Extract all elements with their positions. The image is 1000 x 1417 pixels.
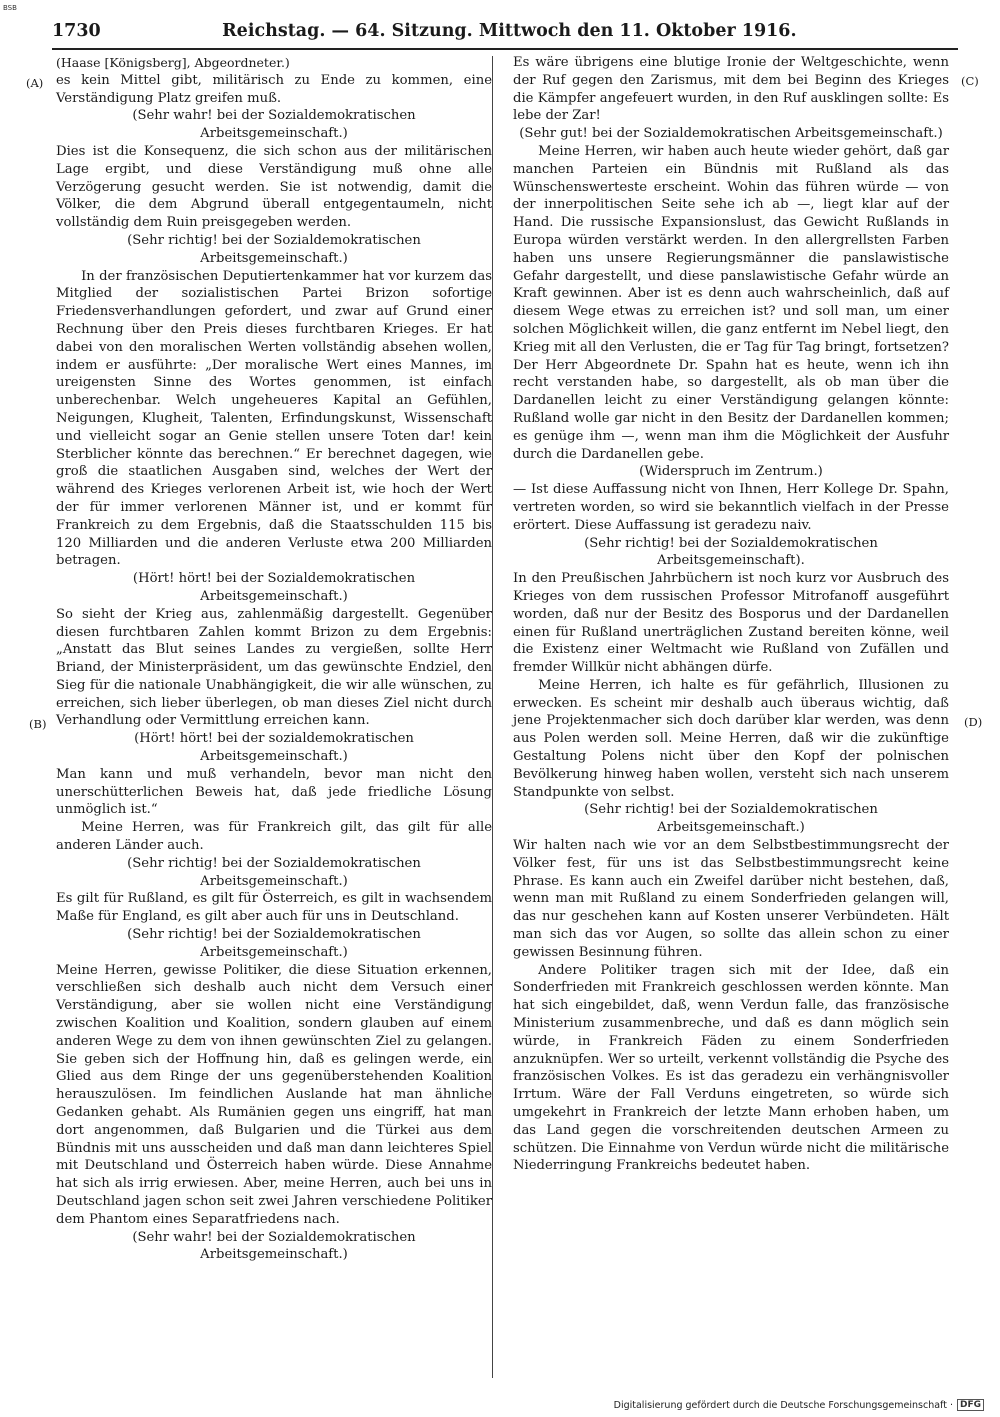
paragraph: Man kann und muß verhandeln, bevor man nicht den unerschütterlichen Beweis hat, daß jede friedliche Lösung unmöglich ist.“	[56, 766, 492, 818]
dfg-logo-icon: DFG	[957, 1399, 984, 1411]
page-number: 1730	[52, 21, 101, 41]
left-column	[56, 54, 492, 1264]
paragraph: Meine Herren, ich halte es für gefährlich, Illusionen zu erwecken. Es scheint mir deshalb auch überaus wichtig, daß jene Projektenmacher sich doch darüber klar werden, was denn aus Polen werden soll. Meine Herren, daß wir die zukünftige Gestaltung Polens nicht über den Kopf der polnischen Bevölkerung hinweg haben wollen, versteht sich nach unserem Standpunkte von selbst.	[513, 677, 949, 800]
interjection: (Sehr richtig! bei der Sozialdemokratischen Arbeitsgemeinschaft.)	[127, 232, 421, 266]
speaker-attribution: (Haase [Königsberg], Abgeordneter.)	[56, 55, 290, 70]
interjection: (Sehr richtig! bei der Sozialdemokratischen Arbeitsgemeinschaft.)	[584, 802, 878, 836]
paragraph: Meine Herren, was für Frankreich gilt, das gilt für alle anderen Länder auch.	[56, 820, 492, 854]
paragraph: — Ist diese Auffassung nicht von Ihnen, Herr Kollege Dr. Spahn, vertreten worden, so wird sie bekanntlich vielfach in der Presse erörtert. Diese Auffassung ist geradezu naiv.	[513, 482, 949, 533]
margin-mark-a: (A)	[26, 76, 44, 90]
paragraph: Meine Herren, gewisse Politiker, die diese Situation erkennen, verschließen sich deshalb auch nicht dem Versuch einer Verständigung, aber sie wollen nicht eine Verständigung zwischen Koalition und Koalition, sondern glauben auf einem anderen Wege zu dem von ihnen gewünschten Ziel zu gelangen. Sie geben sich der Hoffnung hin, daß es gelingen werde, ein Glied aus dem Ringe der uns gegenüberstehenden Koalition herauszulösen. Im feindlichen Auslande hat man ähnliche Gedanken gehabt. Als Rumänien gegen uns eingriff, hat man dort angenommen, daß Bulgarien und die Türkei aus dem Bündnis mit uns ausscheiden und daß man dann leichteres Spiel mit Deutschland und Österreich haben würde. Diese Annahme hat sich als irrig erwiesen. Aber, meine Herren, auch bei uns in Deutschland jagen schon seit zwei Jahren verschiedene Politiker dem Phantom eines Separatfriedens nach.	[56, 962, 492, 1227]
margin-mark-c: (C)	[961, 74, 979, 88]
interjection: (Hört! hört! bei der Sozialdemokratischen Arbeitsgemeinschaft.)	[132, 571, 416, 604]
interjection: (Sehr richtig! bei der Sozialdemokratischen Arbeitsgemeinschaft.)	[127, 855, 421, 889]
interjection: (Sehr wahr! bei der Sozialdemokratischen Arbeitsgemeinschaft.)	[132, 1229, 416, 1263]
margin-mark-d: (D)	[964, 715, 983, 729]
paragraph: Wir halten nach wie vor an dem Selbstbestimmungsrecht der Völker fest, für uns ist das Selbstbestimmungsrecht keine Phrase. Es kann auch ein Zweifel darüber nicht bestehen, daß, wenn man mit Rußland zu einem Sonderfrieden gelangen will, das nur geschehen kann auf Kosten unserer Verbündeten. Hält man sich das vor Augen, so sollte das allein schon zu einer gewissen Besinnung führen.	[513, 838, 949, 960]
paragraph: Es wäre übrigens eine blutige Ironie der Weltgeschichte, wenn der Ruf gegen den Zarismus, mit dem bei Beginn des Krieges die Kämpfer angefeuert wurden, in den Ruf ausklingen sollte: Es lebe der Zar!	[513, 55, 949, 124]
page-header	[52, 14, 958, 50]
margin-mark-b: (B)	[29, 717, 47, 731]
paragraph: In der französischen Deputiertenkammer hat vor kurzem das Mitglied der sozialistischen Partei Brizon sofortige Friedensverhandlungen gefordert, und zwar auf Grund einer Rechnung über den Preis dieses furchtbaren Krieges. Er hat dabei von den moralischen Werten vollständig absehen wollen, indem er ausführte: „Der moralische Wert eines Mannes, im ureigensten Sinne des Wortes genommen, ist einfach unberechenbar. Welch ungeheueres Kapital an Gefühlen, Neigungen, Klugheit, Talenten, Erfindungskunst, Wissenschaft und vielleicht sogar an Genie stellen unsere Toten dar! kein Sterblicher könnte das berechnen.“ Er berechnet dagegen, wie groß die staatlichen Ausgaben sind, welches der Wert der während des Krieges verlorenen Arbeit ist, wie hoch der Wert der für immer verlorenen Männer ist, und er kommt für Frankreich zu dem Ergebnis, daß die Staatsschulden 115 bis 120 Milliarden und die anderen Verluste etwa 200 Milliarden betragen.	[56, 268, 492, 569]
interjection: (Sehr richtig! bei der Sozialdemokratischen Arbeitsgemeinschaft.)	[127, 927, 421, 960]
paragraph: Meine Herren, wir haben auch heute wieder gehört, daß gar manchen Parteien ein Bündnis mit Rußland als das Wünschenswerteste erscheint. Wohin das führen würde — von der innerpolitischen Seite sehe ich ab —, liegt klar auf der Hand. Die russische Expansionslust, das Gewicht Rußlands in Europa würden verstärkt werden. In den allergrellsten Farben haben uns unsere Regierungsmänner die panslawistische Gefahr dargestellt, und diese panslawistische Gefahr würde an Kraft gewinnen. Aber ist es denn auch wahrscheinlich, daß auf diesem Wege etwas zu erreichen ist? und soll man, um einer solchen Möglichkeit willen, die ganz entfernt im Nebel liegt, den Krieg mit all den Verlusten, die er Tag für Tag bringt, fortsetzen? Der Herr Abgeordnete Dr. Spahn hat es heute, wenn ich ihn recht verstanden habe, so dargestellt, als ob man über die Dardanellen leicht zu einer Verständigung gelangen könnte: Rußland wolle gar nicht in den Besitz der Dardanellen kommen; es genüge ihm —, wenn man ihm die Möglichkeit der Ausfuhr durch die Dardanellen gebe.	[513, 143, 949, 462]
column-divider	[492, 56, 493, 1378]
paragraph: Dies ist die Konsequenz, die sich schon aus der militärischen Lage ergibt, und diese Verständigung muß ohne alle Verzögerung gesucht werden. Sie ist notwendig, damit die Völker, die dem Abgrund überall entgegentaumeln, nicht vollständig dem Ruin preisgegeben werden.	[56, 143, 492, 231]
footer-text: Digitalisierung gefördert durch die Deutsche Forschungsgemeinschaft ·	[613, 1399, 953, 1411]
right-column	[513, 54, 949, 1175]
interjection: (Sehr richtig! bei der Sozialdemokratischen Arbeitsgemeinschaft).	[584, 535, 878, 569]
paragraph: Andere Politiker tragen sich mit der Idee, daß ein Sonderfrieden mit Frankreich geschlossen werden könnte. Man hat sich eingebildet, daß, wenn Verdun falle, das französische Ministerium zusammenbreche, und daß es dann möglich sein würde, in Frankreich Fäden zu einem Sonderfrieden anzuknüpfen. Wer so urteilt, verkennt vollständig die Psyche des französischen Volkes. Es ist das geradezu ein verhängnisvoller Irrtum. Wäre der Fall Verduns eingetreten, so würde sich umgekehrt in Frankreich der letzte Mann erhoben haben, um das Land gegen die vorschreitenden deutschen Armeen zu schützen. Die Einnahme von Verdun würde nicht die militärische Niederringung Frankreichs bedeutet haben.	[513, 962, 949, 1174]
paragraph: Es gilt für Rußland, es gilt für Österreich, es gilt in wachsendem Maße für England, es gilt aber auch für uns in Deutschland.	[56, 891, 492, 925]
paragraph: In den Preußischen Jahrbüchern ist noch kurz vor Ausbruch des Krieges von dem russischen Professor Mitrofanoff ausgeführt worden, daß nur der Besitz des Bosporus und der Dardanellen einen für Rußland unerträglichen Zustand bereiten könne, weil die Existenz einer Weltmacht wie Rußland von Zufällen und fremder Willkür nicht abhängen dürfe.	[513, 571, 949, 676]
interjection: (Sehr wahr! bei der Sozialdemokratischen Arbeitsgemeinschaft.)	[132, 108, 416, 142]
interjection: (Hört! hört! bei der sozialdemokratischen Arbeitsgemeinschaft.)	[134, 731, 414, 765]
paragraph: es kein Mittel gibt, militärisch zu Ende zu kommen, eine Verständigung Platz greifen muß.	[56, 72, 492, 106]
page-title: Reichstag. — 64. Sitzung. Mittwoch den 11. Oktober 1916.	[222, 21, 797, 41]
interjection: (Sehr gut! bei der Sozialdemokratischen Arbeitsgemeinschaft.)	[519, 126, 943, 142]
footer-credit	[614, 1399, 984, 1411]
interjection: (Widerspruch im Zentrum.)	[639, 464, 823, 480]
library-stamp: BSB	[3, 4, 17, 12]
paragraph: So sieht der Krieg aus, zahlenmäßig dargestellt. Gegenüber diesen furchtbaren Zahlen kommt Brizon zu dem Ergebnis: „Anstatt das Blut seines Landes zu vergießen, sollte Herr Briand, der Ministerpräsident, um das gewünschte Endziel, den Sieg für die nationale Unabhängigkeit, die wir alle wünschen, zu erreichen, sich lieber überlegen, ob man dieses Ziel nicht durch Verhandlung oder Vermittlung erreichen kann.	[56, 606, 492, 729]
